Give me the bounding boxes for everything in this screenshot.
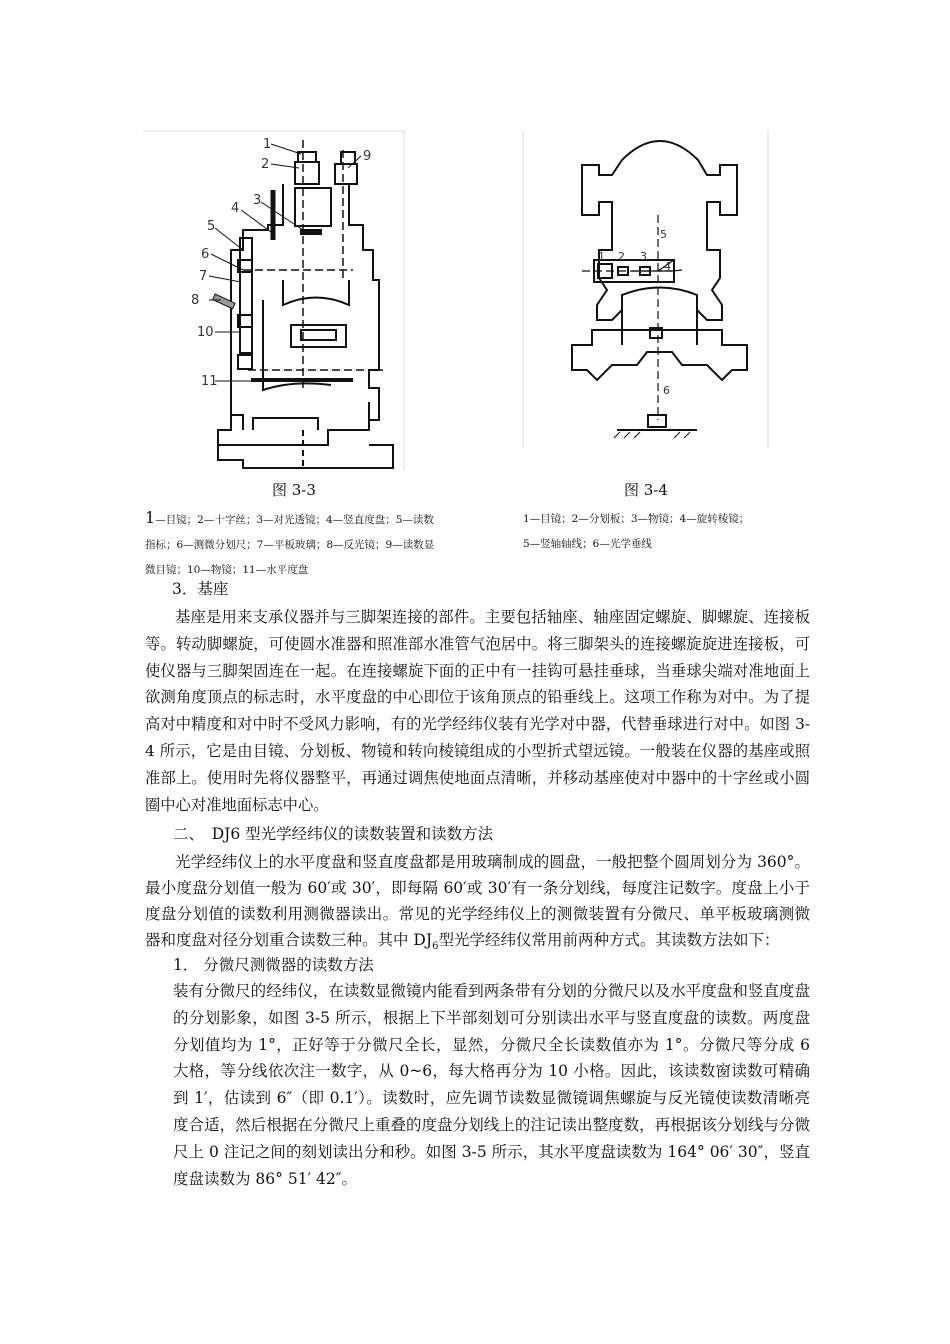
callout-label: 3: [253, 193, 262, 208]
callout-label: 9: [363, 149, 372, 164]
section-two: [145, 822, 810, 1192]
callout-label: 7: [199, 269, 208, 284]
callout-label: 2: [261, 157, 270, 172]
section-3-paragraph: 基座是用来支承仪器并与三脚架连接的部件。主要包括轴座、轴座固定螺旋、脚螺旋、连接板等。转动脚螺旋，可使圆水准器和照准部水准管气泡居中。将三脚架头的连接螺旋旋进连接板，可使仪器与三脚架固连在一起。在连接螺旋下面的正中有一挂钩可悬挂垂球，当垂球尖端对准地面上欲测角度顶点的标志时，水平度盘的中心即位于该角顶点的铅垂线上。这项工作称为对中。为了提高对中精度和对中时不受风力影响，有的光学经纬仪装有光学对中器，代替垂球进行对中。如图 3-4 所示，它是由目镜、分划板、物镜和转向棱镜组成的小型折式望远镜。一般装在仪器的基座或照准部上。使用时先将仪器整平，再通过调焦使地面点清晰，并移动基座使对中器中的十字丝或小圆圈中心对准地面标志中心。: [145, 608, 810, 814]
section-3-heading: 3．基座: [172, 580, 229, 598]
figure-3-4: [522, 130, 770, 452]
callout-label: 6: [663, 384, 670, 397]
callout-label: 5: [660, 228, 667, 241]
callout-label: 10: [197, 325, 214, 340]
legend-line: 5—竖轴轴线；6—光学垂线: [523, 538, 652, 550]
callout-label: 8: [191, 293, 200, 308]
figure-3-3-legend: [145, 505, 475, 583]
subsection-1-heading: 1． 分微尺测微器的读数方法: [173, 956, 374, 974]
callout-label: 5: [207, 219, 216, 234]
callout-label: 6: [201, 247, 210, 262]
figure-3-4-legend: [523, 507, 823, 557]
section-two-paragraph: 光学经纬仪上的水平度盘和竖直度盘都是用玻璃制成的圆盘，一般把整个圆周划分为 360°。最小度盘分划值一般为 60′或 30′，即每隔 60′或 30′有一条分划线，每度注记数字。度盘上小于度盘分划值的读数利用测微器读出。常见的光学经纬仪上的测微装置有分微尺、单平板玻璃测微器和度盘对径分划重合读数三种。其中 $DJ_6$型光学经纬仪常用前两种方式。其读数方法如下：: [145, 853, 810, 953]
legend-line: 指标；6—测微分划尺；7—平板玻璃；8—反光镜；9—读数显: [145, 539, 435, 551]
callout-label: 3: [640, 250, 647, 263]
callout-label: 1: [263, 137, 272, 152]
figure-3-3-caption: 图 3-3: [272, 481, 316, 499]
optical-plummet-drawing: [522, 130, 770, 452]
legend-line: 1—目镜；2—十字丝；3—对光透镜；4—竖直度盘；5—读数: [145, 508, 434, 527]
subscript-6: 6: [432, 941, 439, 953]
callout-label: 4: [231, 201, 240, 216]
section-3: [145, 577, 810, 818]
legend-line: 微目镜；10—物镜；11—水平度盘: [145, 564, 309, 576]
callout-label: 11: [201, 374, 218, 389]
legend-line: 1—目镜；2—分划板；3—物镜；4—旋转棱镜；: [523, 513, 750, 525]
section-two-heading: 二、 DJ6 型光学经纬仪的读数装置和读数方法: [173, 825, 494, 843]
callout-label: 1: [598, 250, 605, 263]
callout-label: 4: [664, 260, 671, 273]
theodolite-cross-section-drawing: [143, 130, 405, 475]
legend-first-number: 1: [145, 508, 156, 527]
callout-label: 2: [618, 250, 625, 263]
figure-3-4-caption: 图 3-4: [624, 481, 668, 499]
figure-3-3: [143, 130, 405, 475]
subsection-1-paragraph: 装有分微尺的经纬仪，在读数显微镜内能看到两条带有分划的分微尺以及水平度盘和竖直度盘的分划影象，如图 3-5 所示，根据上下半部刻划可分别读出水平与竖直度盘的读数。两度盘分划值均为 1°，正好等于分微尺全长，显然，分微尺全长读数值亦为 1°。分微尺等分成 6 大格，等分线依次注一数字，从 0~6，每大格再分为 10 小格。因此，该读数窗读数可精确到 1′，估读到 6″（即 0.1′）。读数时，应先调节读数显微镜调焦螺旋与反光镜使读数清晰亮度合适，然后根据在分微尺上重叠的度盘分划线上的注记读出整度数，再根据该分划线与分微尺上 0 注记之间的刻划读出分和秒。如图 3-5 所示，其水平度盘读数为 164° 06′ 30″，竖直度盘读数为 86° 51′ 42″。: [173, 982, 810, 1188]
